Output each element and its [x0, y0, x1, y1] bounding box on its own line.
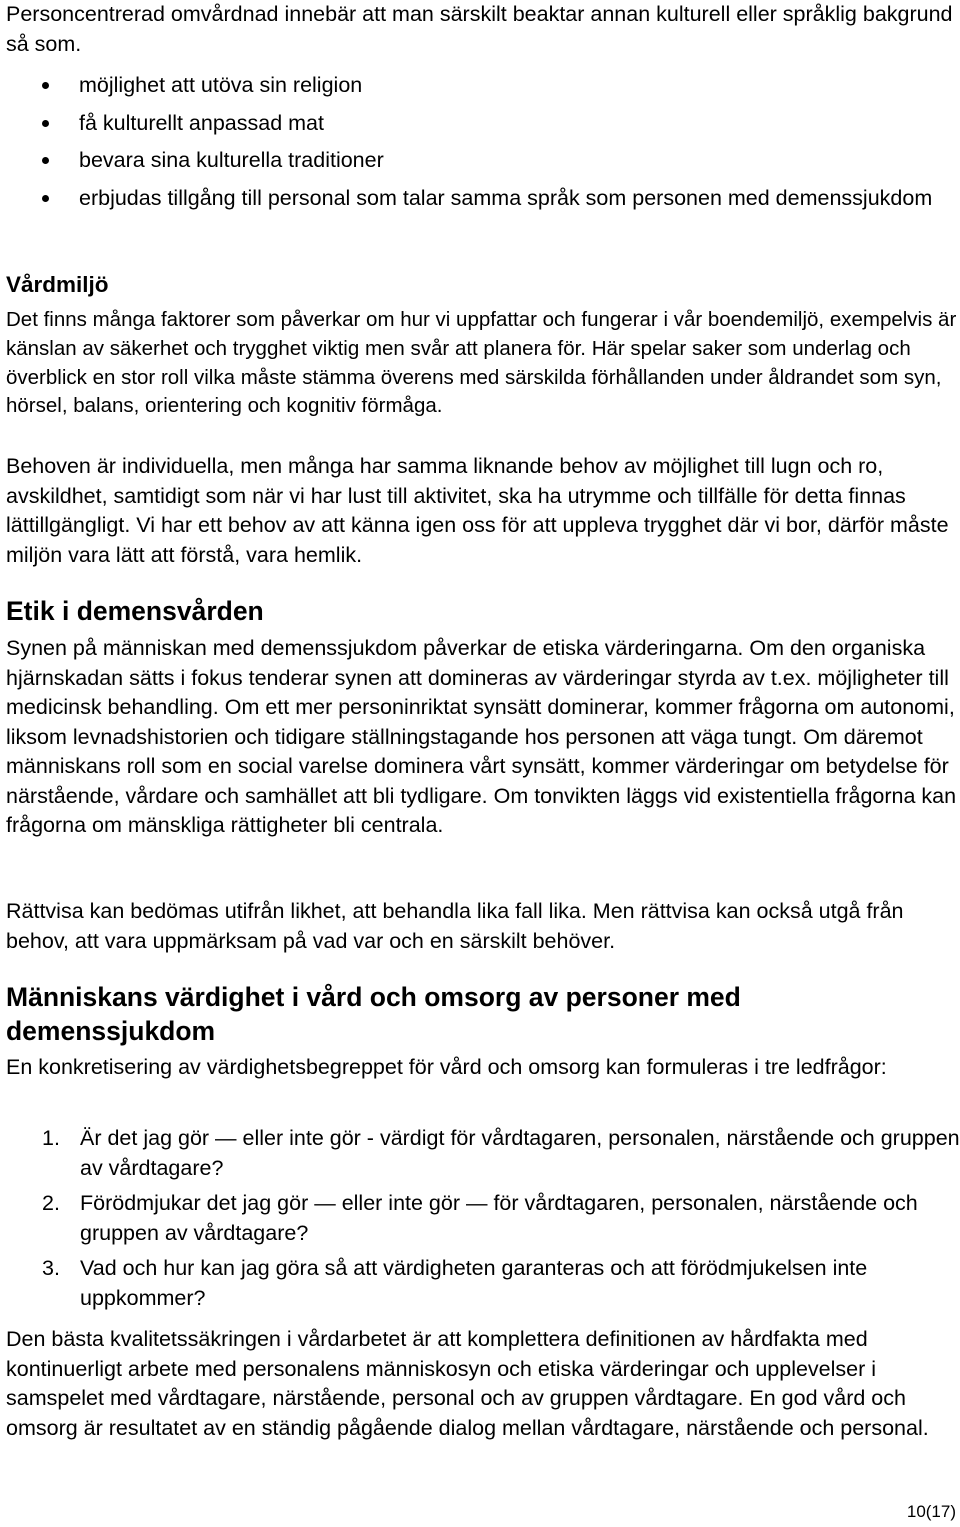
page-number: 10(17) — [906, 1502, 956, 1521]
ledfragor-list — [6, 1124, 960, 1319]
vardmiljo-paragraph-2: Behoven är individuella, men många har samma liknande behov av möjlighet till lugn och ro, avskildhet, samtidigt som när vi har lust till aktivitet, ska ha utrymme och tillfälle för detta finnas lättillgängligt. Vi har ett behov av att känna igen oss för att uppleva trygghet där vi bor, därför måste miljön vara lätt att förstå, vara hemlik. — [6, 454, 949, 567]
list-item-text: Är det jag gör — eller inte gör - värdigt för vårdtagaren, personalen, närstående och gruppen av vårdtagare? — [80, 1126, 960, 1180]
vardmiljo-heading: Vårdmiljö — [6, 272, 109, 297]
list-item-text: Vad och hur kan jag göra så att värdigheten garanteras och att förödmjukelsen inte uppkommer? — [80, 1256, 868, 1310]
list-number: 2. — [42, 1191, 60, 1215]
bullet-icon — [42, 120, 49, 127]
list-item-text: bevara sina kulturella traditioner — [79, 148, 384, 172]
bullet-icon — [42, 157, 49, 164]
vardighet-intro: En konkretisering av värdighetsbegreppet för vård och omsorg kan formuleras i tre ledfrågor: — [6, 1055, 887, 1079]
list-number: 3. — [42, 1256, 60, 1280]
list-item-text: möjlighet att utöva sin religion — [79, 73, 363, 97]
etik-heading: Etik i demensvården — [6, 596, 264, 626]
list-number: 1. — [42, 1126, 60, 1150]
list-item-text: Förödmjukar det jag gör — eller inte gör — för vårdtagaren, personalen, närstående och gruppen av vårdtagare? — [80, 1191, 918, 1245]
list-item — [6, 109, 960, 137]
intro-paragraph: Personcentrerad omvårdnad innebär att man särskilt beaktar annan kulturell eller språklig bakgrund så som. — [6, 2, 953, 56]
list-item-text: få kulturellt anpassad mat — [79, 110, 324, 135]
list-item-text: erbjudas tillgång till personal som talar samma språk som personen med demenssjukdom — [79, 185, 933, 210]
list-item — [6, 1189, 960, 1248]
bullet-icon — [42, 82, 49, 89]
list-item — [6, 146, 960, 174]
etik-paragraph-2: Rättvisa kan bedömas utifrån likhet, att behandla lika fall lika. Men rättvisa kan också utgå från behov, att vara uppmärksam på vad var och en särskilt behöver. — [6, 899, 904, 953]
culture-bullet-list — [6, 71, 960, 221]
list-item — [6, 1254, 960, 1313]
list-item — [6, 71, 960, 99]
bullet-icon — [42, 195, 49, 202]
vardmiljo-paragraph-1: Det finns många faktorer som påverkar om hur vi uppfattar och fungerar i vår boendemiljö, exempelvis är känslan av säkerhet och trygghet viktig men svår att planera för. Här spelar saker som underlag och överblick en stor roll vilka måste stämma överens med särskilda förhållanden under åldrandet som syn, hörsel, balans, orientering och kognitiv förmåga. — [6, 308, 957, 418]
vardighet-heading: Människans värdighet i vård och omsorg av personer med demenssjukdom — [6, 982, 741, 1046]
list-item — [6, 184, 960, 212]
closing-paragraph: Den bästa kvalitetssäkringen i vårdarbetet är att komplettera definitionen av hårdfakta med kontinuerligt arbete med personalens människosyn och etiska värderingar och upplevelser i samspelet med vårdtagare, närstående, personal och av gruppen vårdtagare. En god vård och omsorg är resultatet av en ständig pågående dialog mellan vårdtagare, närstående och personal. — [6, 1327, 929, 1440]
list-item — [6, 1124, 960, 1183]
etik-paragraph-1: Synen på människan med demenssjukdom påverkar de etiska värderingarna. Om den organiska hjärnskadan sätts i fokus tenderar synen att domineras av värderingar styrda av t.ex. möjligheter till medicinsk behandling. Om ett mer personinriktat synsätt dominerar, kommer frågorna om autonomi, liksom levnadshistorien och tidigare ställningstagande hos personen att väga tungt. Om däremot människans roll som en social varelse dominera vårt synsätt, kommer värderingar om betydelse för närstående, vårdare och samhället att bli tydligare. Om tonvikten läggs vid existentiella frågorna kan frågorna om mänskliga rättigheter bli centrala. — [6, 636, 957, 837]
